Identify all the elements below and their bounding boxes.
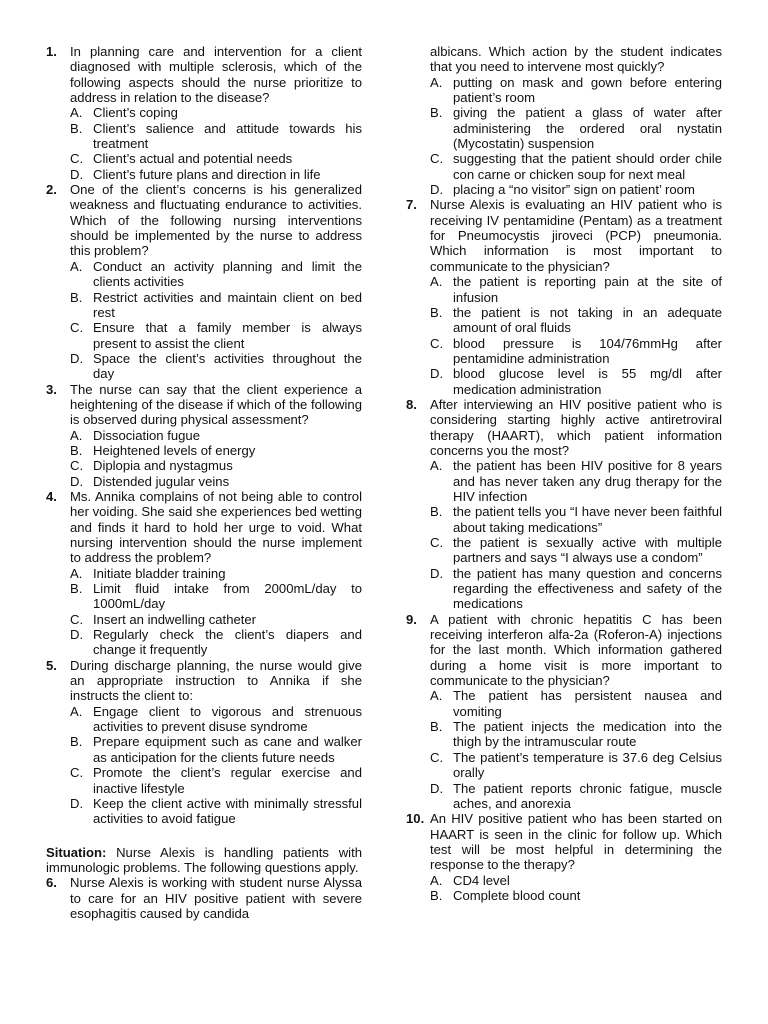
option-label: D. <box>430 780 444 796</box>
question-text: One of the client’s concerns is his generalized weakness and fluctuating endurance to activities. Which of the following nursing interventions should be implemented by the nurse to address this problem? <box>70 182 362 259</box>
option-d <box>430 781 722 812</box>
option-text: the patient is sexually active with multiple partners and says “I always use a condom” <box>453 535 722 566</box>
question-number: 5. <box>46 657 57 673</box>
question-number: 7. <box>406 197 417 213</box>
option-text: Regularly check the client’s diapers and change it frequently <box>93 627 362 658</box>
option-label: B. <box>70 289 83 305</box>
question-number: 1. <box>46 44 57 59</box>
option-d <box>70 351 362 382</box>
option-label: D. <box>70 627 84 643</box>
question-4 <box>46 489 362 658</box>
option-label: C. <box>70 458 84 474</box>
option-label: A. <box>430 274 443 290</box>
question-text: The nurse can say that the client experience a heightening of the disease if which of the following is observed during physical assessment? <box>70 381 362 428</box>
option-label: C. <box>430 535 444 550</box>
option-text: Engage client to vigorous and strenuous activities to prevent disuse syndrome <box>93 703 362 735</box>
option-label: B. <box>430 304 443 320</box>
option-label: B. <box>70 734 83 750</box>
question-6 <box>46 875 362 921</box>
option-label: B. <box>70 442 83 458</box>
option-label: C. <box>70 151 84 167</box>
option-text: Limit fluid intake from 2000mL/day to 1000mL/day <box>93 581 362 612</box>
option-text: placing a “no visitor” sign on patient’ room <box>453 182 695 198</box>
option-text: Diplopia and nystagmus <box>93 458 233 474</box>
option-label: B. <box>70 581 83 597</box>
option-text: the patient has been HIV positive for 8 years and has never taken any drug therapy for the HIV infection <box>453 458 722 504</box>
option-label: D. <box>70 473 84 489</box>
question-2 <box>46 182 362 381</box>
option-list <box>70 259 362 382</box>
option-text: Complete blood count <box>453 887 581 903</box>
question-number: 10. <box>406 811 425 827</box>
option-a <box>70 105 362 120</box>
option-c <box>70 151 362 166</box>
question-8 <box>406 397 722 612</box>
option-text: Restrict activities and maintain client on bed rest <box>93 289 362 320</box>
question-text: During discharge planning, the nurse would give an appropriate instruction to Annika if she instructs the client to: <box>70 657 362 704</box>
option-text: Client’s coping <box>93 105 178 121</box>
option-text: giving the patient a glass of water after administering the ordered oral nystatin (Mycostatin) suspension <box>453 105 722 152</box>
option-text: blood glucose level is 55 mg/dl after medication administration <box>453 366 722 397</box>
option-c <box>430 535 722 566</box>
option-list <box>70 428 362 489</box>
option-label: A. <box>430 688 443 704</box>
option-list <box>70 704 362 827</box>
option-label: C. <box>70 611 84 627</box>
option-c <box>430 151 722 182</box>
option-b <box>70 443 362 458</box>
option-label: A. <box>70 105 83 121</box>
option-a <box>430 873 722 888</box>
option-label: B. <box>430 719 443 735</box>
option-text: Promote the client’s regular exercise and inactive lifestyle <box>93 765 362 796</box>
option-label: A. <box>70 565 83 581</box>
option-text: the patient is reporting pain at the site of infusion <box>453 274 722 305</box>
question-text: After interviewing an HIV positive patient who is considering starting highly active antiretroviral therapy (HAART), which patient information concerns you the most? <box>430 396 722 458</box>
option-list <box>70 566 362 658</box>
question-7 <box>406 197 722 396</box>
option-label: D. <box>430 182 444 198</box>
option-text: Client’s future plans and direction in life <box>93 166 321 182</box>
right-column <box>406 44 722 903</box>
option-b <box>430 504 722 535</box>
option-label: D. <box>70 795 84 811</box>
option-label: B. <box>430 887 443 903</box>
situation-text: Nurse Alexis is handling patients with immunologic problems. The following questions apply. <box>46 844 362 875</box>
question-6-continued <box>406 44 722 197</box>
option-a <box>430 688 722 719</box>
option-a <box>70 704 362 735</box>
question-number: 3. <box>46 381 57 397</box>
option-d <box>430 566 722 612</box>
option-d <box>430 366 722 397</box>
option-list <box>430 75 722 198</box>
option-text: the patient is not taking in an adequate amount of oral fluids <box>453 304 722 336</box>
question-3 <box>46 382 362 489</box>
option-a <box>70 259 362 290</box>
option-label: A. <box>430 458 443 474</box>
option-text: the patient tells you “I have never been faithful about taking medications” <box>453 504 722 535</box>
option-text: Ensure that a family member is always present to assist the client <box>93 320 362 351</box>
option-text: the patient has many question and concerns regarding the effectiveness and safety of the medications <box>453 565 722 612</box>
left-column <box>46 44 362 921</box>
question-9 <box>406 612 722 811</box>
option-text: Distended jugular veins <box>93 473 230 489</box>
option-list <box>430 873 722 904</box>
situation-paragraph <box>46 845 362 876</box>
option-d <box>70 474 362 489</box>
option-text: CD4 level <box>453 872 510 888</box>
option-label: D. <box>430 565 444 581</box>
question-text: Nurse Alexis is evaluating an HIV patient who is receiving IV pentamidine (Pentam) as a treatment for Pneumocystis jiroveci (PCP) pneumonia. Which information is most important to communicate to the physician? <box>430 197 722 274</box>
question-text: In planning care and intervention for a client diagnosed with multiple sclerosis, which of the following aspects should the nurse prioritize to address in relation to the disease? <box>70 44 362 106</box>
option-a <box>430 274 722 305</box>
option-d <box>70 167 362 182</box>
option-text: Conduct an activity planning and limit the clients activities <box>93 258 362 290</box>
option-label: A. <box>430 872 443 888</box>
option-d <box>70 796 362 827</box>
option-label: A. <box>70 703 83 719</box>
option-a <box>430 75 722 106</box>
option-b <box>430 888 722 903</box>
option-label: C. <box>430 151 444 167</box>
option-label: D. <box>70 166 84 182</box>
option-d <box>430 182 722 197</box>
question-number: 9. <box>406 611 417 627</box>
option-text: Insert an indwelling catheter <box>93 611 257 627</box>
option-b <box>430 305 722 336</box>
option-label: C. <box>70 320 84 336</box>
option-text: The patient injects the medication into the thigh by the intramuscular route <box>453 719 722 750</box>
option-text: putting on mask and gown before entering patient’s room <box>453 74 722 106</box>
option-b <box>70 581 362 612</box>
option-list <box>430 458 722 611</box>
option-c <box>430 750 722 781</box>
option-label: D. <box>70 350 84 366</box>
option-label: C. <box>70 765 84 781</box>
option-a <box>430 458 722 504</box>
option-label: B. <box>430 504 443 520</box>
question-text: A patient with chronic hepatitis C has been receiving interferon alfa-2a (Roferon-A) injections for the last month. Which information gathered during a home visit is more important to communicate to the physician? <box>430 611 722 689</box>
option-text: blood pressure is 104/76mmHg after pentamidine administration <box>453 335 722 366</box>
question-10 <box>406 811 722 903</box>
option-d <box>70 627 362 658</box>
option-label: A. <box>70 258 83 274</box>
option-text: Dissociation fugue <box>93 427 200 443</box>
option-text: The patient’s temperature is 37.6 deg Celsius orally <box>453 749 722 781</box>
option-text: Client’s actual and potential needs <box>93 151 293 167</box>
option-text: Heightened levels of energy <box>93 442 256 458</box>
question-number: 6. <box>46 875 57 891</box>
question-number: 2. <box>46 182 57 198</box>
option-label: C. <box>430 749 444 765</box>
option-b <box>430 105 722 151</box>
option-a <box>70 428 362 443</box>
option-list <box>430 688 722 811</box>
option-list <box>430 274 722 397</box>
option-c <box>70 765 362 796</box>
question-number: 4. <box>46 488 57 504</box>
option-text: The patient has persistent nausea and vomiting <box>453 688 722 719</box>
option-label: C. <box>430 335 444 351</box>
option-text: suggesting that the patient should order chile con carne or chicken soup for next meal <box>453 151 722 182</box>
option-label: A. <box>70 427 83 443</box>
question-number: 8. <box>406 396 417 412</box>
option-c <box>70 612 362 627</box>
question-text: Ms. Annika complains of not being able to control her voiding. She said she experiences bed wetting and finds it hard to hold her urge to void. What nursing intervention should the nurse implement to address the problem? <box>70 488 362 566</box>
question-text: Nurse Alexis is working with student nurse Alyssa to care for an HIV positive patient with severe esophagitis caused by candida <box>70 875 362 921</box>
option-label: D. <box>430 366 444 382</box>
option-a <box>70 566 362 581</box>
option-text: Keep the client active with minimally stressful activities to avoid fatigue <box>93 795 362 827</box>
option-c <box>70 458 362 473</box>
option-b <box>70 121 362 152</box>
option-label: B. <box>70 120 83 136</box>
question-1 <box>46 44 362 182</box>
option-list <box>70 105 362 182</box>
option-c <box>70 320 362 351</box>
situation-label: Situation: <box>46 844 107 860</box>
option-text: The patient reports chronic fatigue, muscle aches, and anorexia <box>453 780 722 811</box>
option-b <box>70 290 362 321</box>
option-text: Prepare equipment such as cane and walker as anticipation for the clients future needs <box>93 734 362 765</box>
option-b <box>430 719 722 750</box>
question-text: albicans. Which action by the student indicates that you need to intervene most quickly? <box>430 44 722 75</box>
option-label: B. <box>430 105 443 121</box>
option-label: A. <box>430 74 443 90</box>
option-text: Initiate bladder training <box>93 565 226 581</box>
option-text: Space the client’s activities throughout the day <box>93 350 362 382</box>
option-c <box>430 336 722 367</box>
question-text: An HIV positive patient who has been started on HAART is seen in the clinic for follow up. Which test will be most helpful in determining the response to the therapy? <box>430 811 722 873</box>
question-5 <box>46 658 362 827</box>
option-text: Client’s salience and attitude towards his treatment <box>93 120 362 152</box>
option-b <box>70 734 362 765</box>
